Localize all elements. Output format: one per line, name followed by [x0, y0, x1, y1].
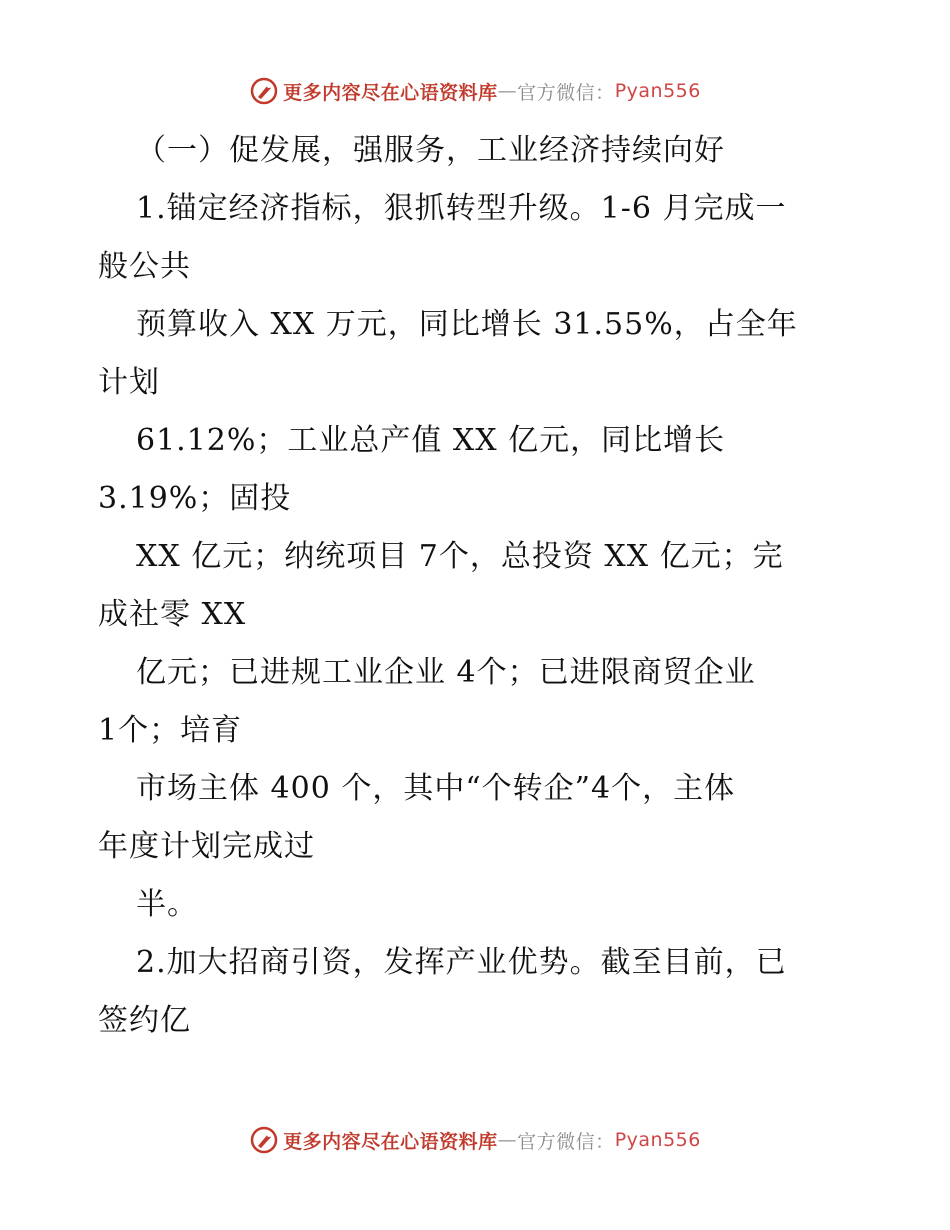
text-line: 般公共	[98, 249, 191, 284]
text-line: 61.12%；工业总产值 XX 亿元，同比增长	[136, 423, 726, 458]
text-line: 2.加大招商引资，发挥产业优势。截至目前，已	[136, 945, 787, 980]
text-line: 预算收入 XX 万元，同比增长 31.55%，占全年	[136, 307, 798, 342]
text-line: 成社零 XX	[98, 597, 247, 632]
banner-dash: —	[497, 80, 518, 102]
banner-wechat-id: Pyan556	[614, 80, 701, 102]
text-line: 亿元；已进规工业企业 4个；已进限商贸企业	[136, 655, 756, 690]
text-line: 市场主体 400 个，其中“个转企”4个，主体	[136, 771, 736, 806]
banner-label: 官方微信：	[517, 81, 615, 104]
section-heading: （一）促发展，强服务，工业经济持续向好	[136, 133, 725, 168]
banner-main-text: 更多内容尽在心语资料库	[283, 81, 498, 104]
text-line: 年度计划完成过	[98, 829, 315, 864]
header-banner	[0, 71, 950, 111]
text-line: 1.锚定经济指标，狠抓转型升级。1-6 月完成一	[136, 191, 787, 226]
footer-banner	[0, 1120, 950, 1160]
pen-nib-logo-icon	[249, 76, 279, 106]
text-line: 3.19%；固投	[98, 481, 292, 516]
banner-label: 官方微信：	[517, 1130, 615, 1153]
text-line: 签约亿	[98, 1003, 191, 1038]
text-line: 1个；培育	[98, 713, 243, 748]
text-line: 半。	[136, 887, 198, 922]
banner-wechat-id: Pyan556	[614, 1129, 701, 1151]
banner-dash: —	[497, 1129, 518, 1151]
text-line: XX 亿元；纳统项目 7个，总投资 XX 亿元；完	[136, 539, 784, 574]
text-line: 计划	[98, 365, 160, 400]
pen-nib-logo-icon	[249, 1125, 279, 1155]
document-body	[98, 122, 858, 1050]
banner-main-text: 更多内容尽在心语资料库	[283, 1130, 498, 1153]
